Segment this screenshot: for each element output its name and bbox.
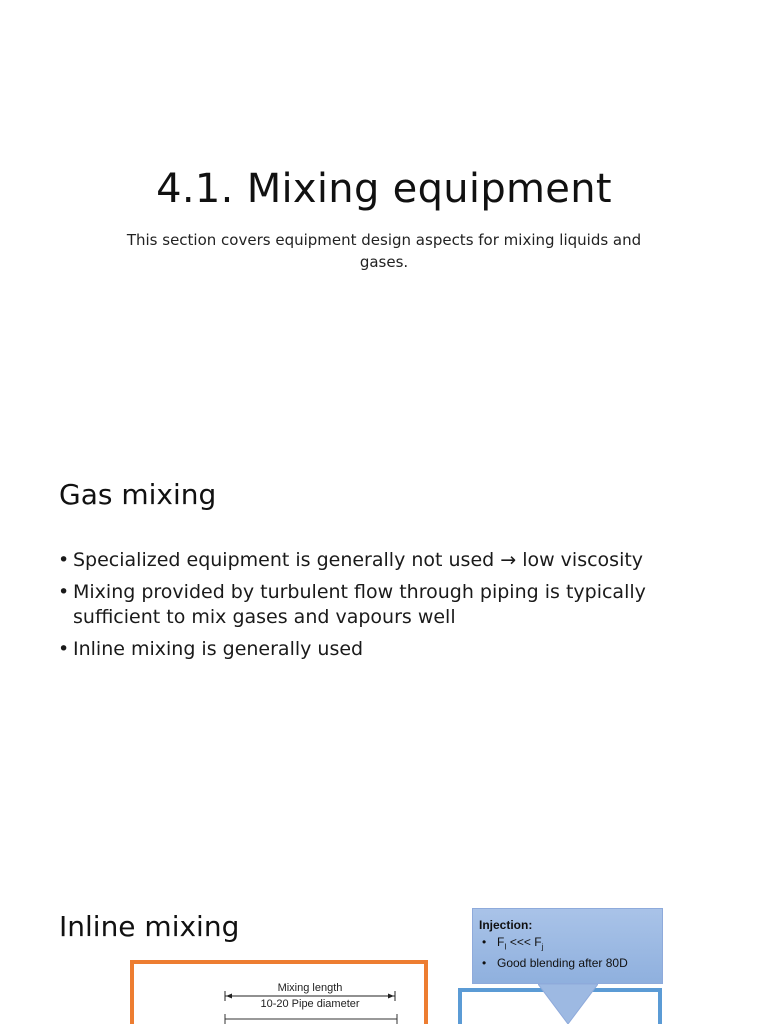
section-heading: Inline mixing bbox=[59, 910, 240, 943]
slide-subtitle: This section covers equipment design aspects for mixing liquids and gases. bbox=[126, 231, 642, 271]
flow-comparison: <<< F bbox=[506, 935, 542, 949]
flow-subscript: j bbox=[541, 942, 544, 952]
down-arrow-icon bbox=[538, 984, 598, 1024]
bullet-list bbox=[58, 548, 678, 669]
flow-symbol: F bbox=[497, 935, 505, 949]
injection-list bbox=[479, 934, 656, 972]
bullet-item: • Specialized equipment is generally not used → low viscosity bbox=[58, 548, 678, 573]
pipe-icon bbox=[224, 1014, 398, 1024]
title-slide bbox=[0, 0, 768, 290]
mixing-length-label: Mixing length bbox=[277, 982, 343, 994]
gas-mixing-slide bbox=[0, 440, 768, 700]
injection-callout bbox=[472, 908, 663, 984]
slide-title: 4.1. Mixing equipment bbox=[156, 166, 612, 212]
bullet-item: • Mixing provided by turbulent flow through piping is typically sufficient to mix gases and vapours well bbox=[58, 580, 678, 630]
flow-subscript: I bbox=[504, 942, 507, 952]
bullet-item: • Inline mixing is generally used bbox=[58, 637, 678, 662]
injection-item bbox=[479, 934, 656, 955]
inline-mixing-slide bbox=[0, 870, 768, 1024]
injection-item: • Good blending after 80D bbox=[479, 955, 656, 972]
injection-title: Injection: bbox=[479, 918, 533, 932]
section-heading: Gas mixing bbox=[59, 478, 217, 511]
pipe-diameter-label: 10-20 Pipe diameter bbox=[260, 998, 360, 1010]
